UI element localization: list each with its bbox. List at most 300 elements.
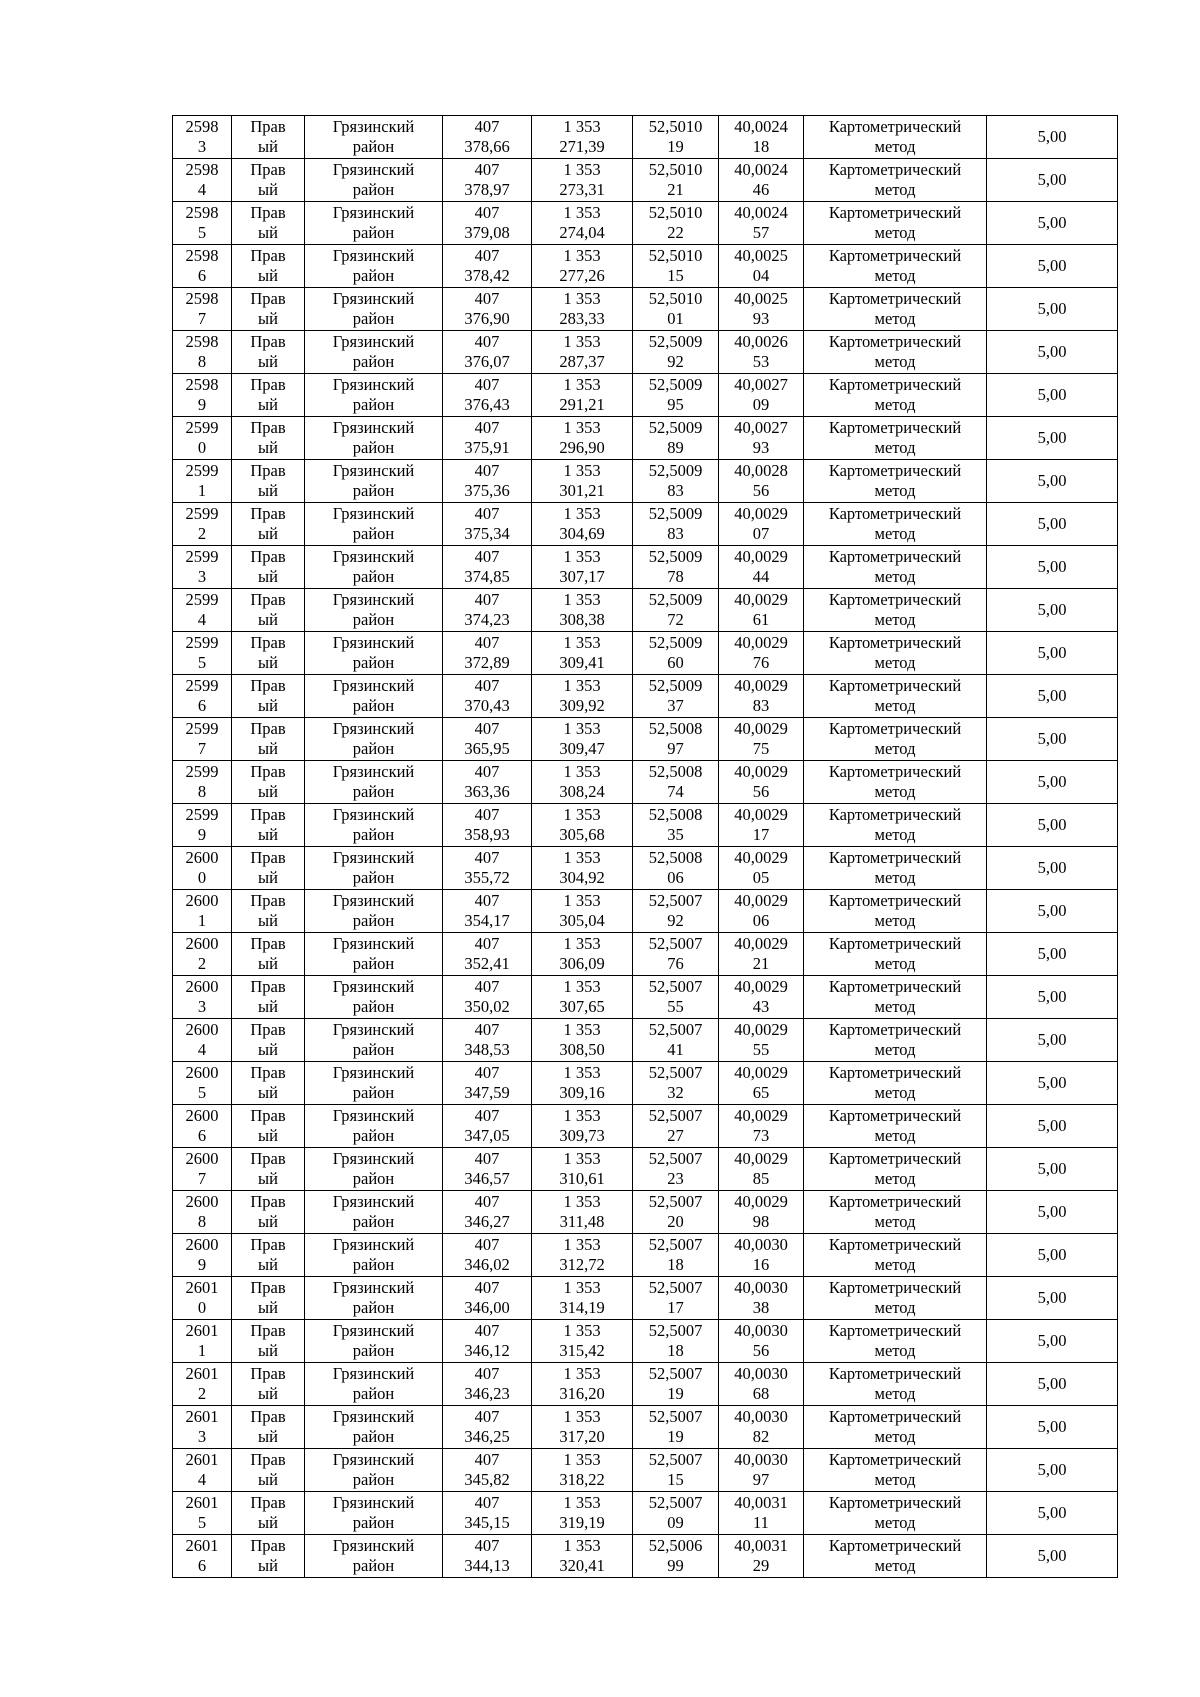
- x-coordinate-cell-line: 375,91: [464, 438, 510, 457]
- x-coordinate-cell-line: 376,90: [464, 309, 510, 328]
- point-number-cell-line: 2601: [185, 1321, 219, 1340]
- point-number-cell-line: 6: [197, 266, 207, 285]
- x-coordinate-cell: [443, 976, 532, 1019]
- district-cell-line: район: [352, 911, 395, 930]
- latitude-cell-line: 52,5010: [648, 289, 703, 308]
- longitude-cell-line: 93: [752, 309, 770, 328]
- longitude-cell-line: 38: [752, 1298, 770, 1317]
- y-coordinate-cell: [532, 1019, 633, 1062]
- longitude-cell-line: 40,0029: [734, 590, 788, 609]
- point-number-cell-line: 2599: [185, 805, 219, 824]
- method-cell-line: метод: [874, 352, 916, 371]
- latitude-cell-line: 52,5009: [648, 332, 703, 351]
- longitude-cell-line: 56: [752, 481, 770, 500]
- method-cell: [804, 1535, 987, 1578]
- y-coordinate-cell-line: 305,68: [559, 825, 605, 844]
- point-number-cell-line: 7: [197, 739, 207, 758]
- method-cell: [804, 116, 987, 159]
- bank-side-cell-line: Прав: [250, 934, 286, 953]
- latitude-cell-line: 52,5007: [648, 1321, 703, 1340]
- longitude-cell-line: 61: [752, 610, 770, 629]
- point-number-cell-line: 2600: [185, 1149, 219, 1168]
- latitude-cell: [633, 976, 719, 1019]
- x-coordinate-cell-line: 407: [474, 934, 500, 953]
- longitude-cell: [719, 804, 804, 847]
- accuracy-cell: 5,00: [987, 1320, 1118, 1363]
- method-cell-line: Картометрический: [828, 1192, 962, 1211]
- x-coordinate-cell-line: 347,05: [464, 1126, 510, 1145]
- y-coordinate-cell-line: 1 353: [563, 1493, 601, 1512]
- y-coordinate-cell-line: 1 353: [563, 1321, 601, 1340]
- bank-side-cell-line: ый: [258, 524, 278, 543]
- method-cell: [804, 675, 987, 718]
- latitude-cell-line: 35: [667, 825, 684, 844]
- y-coordinate-cell: [532, 546, 633, 589]
- latitude-cell: [633, 1234, 719, 1277]
- y-coordinate-cell-line: 277,26: [559, 266, 605, 285]
- bank-side-cell: [232, 546, 305, 589]
- x-coordinate-cell-line: 352,41: [464, 954, 510, 973]
- district-cell-line: район: [352, 266, 395, 285]
- y-coordinate-cell-line: 1 353: [563, 590, 601, 609]
- point-number-cell-line: 1: [197, 1341, 207, 1360]
- accuracy-cell: 5,00: [987, 1449, 1118, 1492]
- accuracy-cell: 5,00: [987, 1535, 1118, 1578]
- latitude-cell-line: 52,5006: [648, 1536, 703, 1555]
- x-coordinate-cell: [443, 288, 532, 331]
- bank-side-cell-line: ый: [258, 1083, 278, 1102]
- accuracy-cell: 5,00: [987, 1406, 1118, 1449]
- table-row: [173, 675, 1118, 718]
- method-cell-line: метод: [874, 180, 916, 199]
- latitude-cell-line: 52,5009: [648, 633, 703, 652]
- method-cell-line: Картометрический: [828, 977, 962, 996]
- bank-side-cell-line: Прав: [250, 1450, 286, 1469]
- longitude-cell-line: 17: [752, 825, 770, 844]
- table-row: [173, 1320, 1118, 1363]
- table-row: [173, 933, 1118, 976]
- table-row: [173, 1062, 1118, 1105]
- district-cell: [305, 1363, 443, 1406]
- longitude-cell-line: 93: [752, 438, 770, 457]
- point-number-cell-line: 5: [197, 1513, 207, 1532]
- point-number-cell-line: 2600: [185, 1235, 219, 1254]
- latitude-cell-line: 95: [667, 395, 684, 414]
- bank-side-cell-line: ый: [258, 1556, 278, 1575]
- y-coordinate-cell-line: 1 353: [563, 1192, 601, 1211]
- point-number-cell-line: 9: [197, 825, 207, 844]
- district-cell-line: Грязинский: [332, 1364, 415, 1383]
- table-row: [173, 890, 1118, 933]
- method-cell-line: метод: [874, 1255, 916, 1274]
- district-cell: [305, 1277, 443, 1320]
- longitude-cell: [719, 589, 804, 632]
- method-cell-line: метод: [874, 1169, 916, 1188]
- method-cell-line: метод: [874, 997, 916, 1016]
- x-coordinate-cell-line: 407: [474, 332, 500, 351]
- longitude-cell: [719, 1019, 804, 1062]
- method-cell-line: Картометрический: [828, 332, 962, 351]
- longitude-cell-line: 57: [752, 223, 770, 242]
- y-coordinate-cell: [532, 976, 633, 1019]
- longitude-cell-line: 40,0029: [734, 762, 788, 781]
- latitude-cell: [633, 718, 719, 761]
- x-coordinate-cell-line: 346,12: [464, 1341, 510, 1360]
- point-number-cell: [173, 1062, 232, 1105]
- bank-side-cell-line: Прав: [250, 848, 286, 867]
- latitude-cell-line: 52,5008: [648, 762, 703, 781]
- table-row: [173, 976, 1118, 1019]
- point-number-cell: [173, 202, 232, 245]
- point-number-cell-line: 2600: [185, 934, 219, 953]
- point-number-cell: [173, 632, 232, 675]
- method-cell: [804, 976, 987, 1019]
- district-cell-line: район: [352, 739, 395, 758]
- method-cell-line: метод: [874, 1384, 916, 1403]
- x-coordinate-cell-line: 407: [474, 719, 500, 738]
- point-number-cell: [173, 1449, 232, 1492]
- accuracy-cell: 5,00: [987, 503, 1118, 546]
- longitude-cell: [719, 718, 804, 761]
- table-row: [173, 202, 1118, 245]
- district-cell: [305, 1406, 443, 1449]
- point-number-cell: [173, 761, 232, 804]
- point-number-cell: [173, 804, 232, 847]
- latitude-cell-line: 52,5007: [648, 1192, 703, 1211]
- latitude-cell-line: 74: [667, 782, 684, 801]
- latitude-cell-line: 52,5007: [648, 1407, 703, 1426]
- accuracy-cell: 5,00: [987, 804, 1118, 847]
- district-cell-line: Грязинский: [332, 160, 415, 179]
- latitude-cell-line: 52,5007: [648, 1278, 703, 1297]
- y-coordinate-cell-line: 274,04: [559, 223, 605, 242]
- y-coordinate-cell-line: 1 353: [563, 461, 601, 480]
- method-cell-line: Картометрический: [828, 719, 962, 738]
- longitude-cell: [719, 1363, 804, 1406]
- x-coordinate-cell-line: 363,36: [464, 782, 510, 801]
- latitude-cell: [633, 159, 719, 202]
- x-coordinate-cell-line: 378,97: [464, 180, 510, 199]
- x-coordinate-cell-line: 407: [474, 1536, 500, 1555]
- latitude-cell: [633, 1363, 719, 1406]
- longitude-cell-line: 40,0026: [734, 332, 788, 351]
- y-coordinate-cell-line: 1 353: [563, 1020, 601, 1039]
- latitude-cell-line: 52,5010: [648, 203, 703, 222]
- bank-side-cell-line: ый: [258, 567, 278, 586]
- table-row: [173, 1234, 1118, 1277]
- point-number-cell-line: 2: [197, 524, 207, 543]
- x-coordinate-cell-line: 407: [474, 1235, 500, 1254]
- bank-side-cell-line: Прав: [250, 375, 286, 394]
- longitude-cell-line: 40,0024: [734, 160, 788, 179]
- y-coordinate-cell-line: 273,31: [559, 180, 605, 199]
- table-row: [173, 159, 1118, 202]
- longitude-cell: [719, 1449, 804, 1492]
- bank-side-cell: [232, 331, 305, 374]
- district-cell: [305, 1320, 443, 1363]
- y-coordinate-cell-line: 1 353: [563, 633, 601, 652]
- point-number-cell-line: 9: [197, 1255, 207, 1274]
- x-coordinate-cell-line: 407: [474, 1450, 500, 1469]
- longitude-cell-line: 40,0029: [734, 934, 788, 953]
- point-number-cell-line: 5: [197, 653, 207, 672]
- x-coordinate-cell: [443, 675, 532, 718]
- latitude-cell-line: 19: [667, 1427, 684, 1446]
- bank-side-cell-line: ый: [258, 223, 278, 242]
- point-number-cell-line: 2599: [185, 719, 219, 738]
- method-cell-line: метод: [874, 911, 916, 930]
- table-row: [173, 1019, 1118, 1062]
- x-coordinate-cell-line: 378,42: [464, 266, 510, 285]
- bank-side-cell-line: Прав: [250, 332, 286, 351]
- y-coordinate-cell-line: 304,69: [559, 524, 605, 543]
- x-coordinate-cell-line: 379,08: [464, 223, 510, 242]
- method-cell-line: метод: [874, 524, 916, 543]
- method-cell-line: Картометрический: [828, 891, 962, 910]
- longitude-cell-line: 40,0027: [734, 375, 788, 394]
- y-coordinate-cell-line: 319,19: [559, 1513, 605, 1532]
- point-number-cell-line: 0: [197, 868, 207, 887]
- latitude-cell-line: 52,5008: [648, 719, 703, 738]
- district-cell-line: Грязинский: [332, 891, 415, 910]
- x-coordinate-cell-line: 407: [474, 289, 500, 308]
- x-coordinate-cell-line: 407: [474, 1192, 500, 1211]
- accuracy-cell: 5,00: [987, 245, 1118, 288]
- method-cell-line: Картометрический: [828, 805, 962, 824]
- longitude-cell: [719, 632, 804, 675]
- y-coordinate-cell-line: 305,04: [559, 911, 605, 930]
- district-cell: [305, 933, 443, 976]
- district-cell-line: Грязинский: [332, 1450, 415, 1469]
- x-coordinate-cell: [443, 933, 532, 976]
- method-cell: [804, 589, 987, 632]
- longitude-cell: [719, 1535, 804, 1578]
- y-coordinate-cell: [532, 331, 633, 374]
- longitude-cell-line: 40,0027: [734, 418, 788, 437]
- table-row: [173, 503, 1118, 546]
- latitude-cell: [633, 890, 719, 933]
- district-cell-line: район: [352, 782, 395, 801]
- x-coordinate-cell-line: 407: [474, 762, 500, 781]
- method-cell-line: метод: [874, 1427, 916, 1446]
- bank-side-cell-line: Прав: [250, 418, 286, 437]
- accuracy-cell: 5,00: [987, 1277, 1118, 1320]
- x-coordinate-cell-line: 407: [474, 1063, 500, 1082]
- longitude-cell-line: 40,0025: [734, 289, 788, 308]
- y-coordinate-cell: [532, 1492, 633, 1535]
- x-coordinate-cell: [443, 1234, 532, 1277]
- district-cell: [305, 1449, 443, 1492]
- latitude-cell-line: 97: [667, 739, 684, 758]
- longitude-cell: [719, 1277, 804, 1320]
- latitude-cell: [633, 589, 719, 632]
- longitude-cell-line: 40,0029: [734, 891, 788, 910]
- x-coordinate-cell: [443, 417, 532, 460]
- bank-side-cell-line: Прав: [250, 1364, 286, 1383]
- longitude-cell-line: 76: [752, 653, 770, 672]
- latitude-cell: [633, 804, 719, 847]
- method-cell-line: Картометрический: [828, 848, 962, 867]
- x-coordinate-cell: [443, 1492, 532, 1535]
- y-coordinate-cell-line: 308,50: [559, 1040, 605, 1059]
- bank-side-cell-line: ый: [258, 1298, 278, 1317]
- x-coordinate-cell-line: 375,36: [464, 481, 510, 500]
- y-coordinate-cell: [532, 761, 633, 804]
- bank-side-cell-line: ый: [258, 1470, 278, 1489]
- y-coordinate-cell-line: 310,61: [559, 1169, 605, 1188]
- method-cell-line: метод: [874, 825, 916, 844]
- point-number-cell: [173, 460, 232, 503]
- latitude-cell: [633, 1492, 719, 1535]
- longitude-cell-line: 29: [752, 1556, 770, 1575]
- x-coordinate-cell: [443, 546, 532, 589]
- longitude-cell-line: 40,0029: [734, 1149, 788, 1168]
- latitude-cell-line: 52,5007: [648, 977, 703, 996]
- y-coordinate-cell-line: 271,39: [559, 137, 605, 156]
- y-coordinate-cell: [532, 1320, 633, 1363]
- district-cell-line: район: [352, 1513, 395, 1532]
- accuracy-cell: 5,00: [987, 116, 1118, 159]
- accuracy-cell: 5,00: [987, 675, 1118, 718]
- x-coordinate-cell: [443, 503, 532, 546]
- bank-side-cell-line: Прав: [250, 977, 286, 996]
- longitude-cell-line: 68: [752, 1384, 770, 1403]
- y-coordinate-cell-line: 307,65: [559, 997, 605, 1016]
- y-coordinate-cell: [532, 116, 633, 159]
- bank-side-cell-line: ый: [258, 395, 278, 414]
- bank-side-cell: [232, 1492, 305, 1535]
- latitude-cell-line: 09: [667, 1513, 684, 1532]
- method-cell-line: метод: [874, 1126, 916, 1145]
- district-cell: [305, 1191, 443, 1234]
- district-cell-line: район: [352, 180, 395, 199]
- point-number-cell: [173, 546, 232, 589]
- point-number-cell-line: 2601: [185, 1364, 219, 1383]
- longitude-cell: [719, 1148, 804, 1191]
- x-coordinate-cell: [443, 890, 532, 933]
- district-cell: [305, 245, 443, 288]
- x-coordinate-cell: [443, 1363, 532, 1406]
- bank-side-cell: [232, 675, 305, 718]
- bank-side-cell-line: ый: [258, 739, 278, 758]
- district-cell: [305, 847, 443, 890]
- latitude-cell-line: 60: [667, 653, 684, 672]
- bank-side-cell-line: ый: [258, 1255, 278, 1274]
- bank-side-cell-line: ый: [258, 825, 278, 844]
- latitude-cell: [633, 1320, 719, 1363]
- y-coordinate-cell: [532, 159, 633, 202]
- latitude-cell-line: 92: [667, 352, 684, 371]
- y-coordinate-cell: [532, 460, 633, 503]
- latitude-cell: [633, 933, 719, 976]
- y-coordinate-cell-line: 304,92: [559, 868, 605, 887]
- y-coordinate-cell: [532, 417, 633, 460]
- longitude-cell: [719, 503, 804, 546]
- x-coordinate-cell-line: 346,57: [464, 1169, 510, 1188]
- district-cell-line: район: [352, 1040, 395, 1059]
- accuracy-cell: 5,00: [987, 1363, 1118, 1406]
- bank-side-cell: [232, 1449, 305, 1492]
- district-cell-line: район: [352, 653, 395, 672]
- y-coordinate-cell: [532, 632, 633, 675]
- method-cell: [804, 1406, 987, 1449]
- bank-side-cell-line: Прав: [250, 1149, 286, 1168]
- longitude-cell-line: 40,0031: [734, 1536, 788, 1555]
- latitude-cell-line: 23: [667, 1169, 684, 1188]
- district-cell-line: Грязинский: [332, 504, 415, 523]
- x-coordinate-cell: [443, 847, 532, 890]
- district-cell-line: Грязинский: [332, 203, 415, 222]
- bank-side-cell: [232, 1535, 305, 1578]
- y-coordinate-cell-line: 308,38: [559, 610, 605, 629]
- latitude-cell-line: 52,5010: [648, 160, 703, 179]
- bank-side-cell-line: Прав: [250, 1493, 286, 1512]
- table-row: [173, 718, 1118, 761]
- latitude-cell-line: 52,5007: [648, 1450, 703, 1469]
- latitude-cell: [633, 1406, 719, 1449]
- latitude-cell-line: 37: [667, 696, 684, 715]
- latitude-cell: [633, 1277, 719, 1320]
- district-cell: [305, 460, 443, 503]
- bank-side-cell-line: Прав: [250, 633, 286, 652]
- district-cell-line: район: [352, 1126, 395, 1145]
- longitude-cell: [719, 331, 804, 374]
- latitude-cell-line: 52,5007: [648, 1149, 703, 1168]
- bank-side-cell: [232, 1148, 305, 1191]
- district-cell: [305, 546, 443, 589]
- latitude-cell-line: 52,5009: [648, 504, 703, 523]
- x-coordinate-cell: [443, 718, 532, 761]
- x-coordinate-cell-line: 407: [474, 1493, 500, 1512]
- method-cell-line: Картометрический: [828, 461, 962, 480]
- bank-side-cell-line: Прав: [250, 461, 286, 480]
- accuracy-cell: 5,00: [987, 1234, 1118, 1277]
- district-cell: [305, 417, 443, 460]
- y-coordinate-cell-line: 1 353: [563, 1106, 601, 1125]
- method-cell-line: метод: [874, 137, 916, 156]
- y-coordinate-cell-line: 1 353: [563, 547, 601, 566]
- x-coordinate-cell: [443, 589, 532, 632]
- x-coordinate-cell-line: 350,02: [464, 997, 510, 1016]
- bank-side-cell-line: Прав: [250, 805, 286, 824]
- longitude-cell-line: 40,0029: [734, 676, 788, 695]
- bank-side-cell: [232, 976, 305, 1019]
- x-coordinate-cell-line: 372,89: [464, 653, 510, 672]
- method-cell-line: метод: [874, 782, 916, 801]
- longitude-cell-line: 07: [752, 524, 770, 543]
- x-coordinate-cell-line: 407: [474, 805, 500, 824]
- x-coordinate-cell-line: 374,23: [464, 610, 510, 629]
- district-cell: [305, 374, 443, 417]
- method-cell-line: Картометрический: [828, 1149, 962, 1168]
- method-cell-line: Картометрический: [828, 633, 962, 652]
- x-coordinate-cell: [443, 374, 532, 417]
- longitude-cell-line: 97: [752, 1470, 770, 1489]
- district-cell: [305, 1535, 443, 1578]
- bank-side-cell-line: Прав: [250, 891, 286, 910]
- method-cell-line: метод: [874, 653, 916, 672]
- point-number-cell-line: 8: [197, 352, 207, 371]
- bank-side-cell-line: Прав: [250, 1106, 286, 1125]
- method-cell-line: Картометрический: [828, 289, 962, 308]
- method-cell-line: метод: [874, 438, 916, 457]
- table-row: [173, 804, 1118, 847]
- bank-side-cell: [232, 202, 305, 245]
- point-number-cell: [173, 1105, 232, 1148]
- y-coordinate-cell: [532, 933, 633, 976]
- longitude-cell-line: 40,0030: [734, 1235, 788, 1254]
- latitude-cell-line: 52,5010: [648, 246, 703, 265]
